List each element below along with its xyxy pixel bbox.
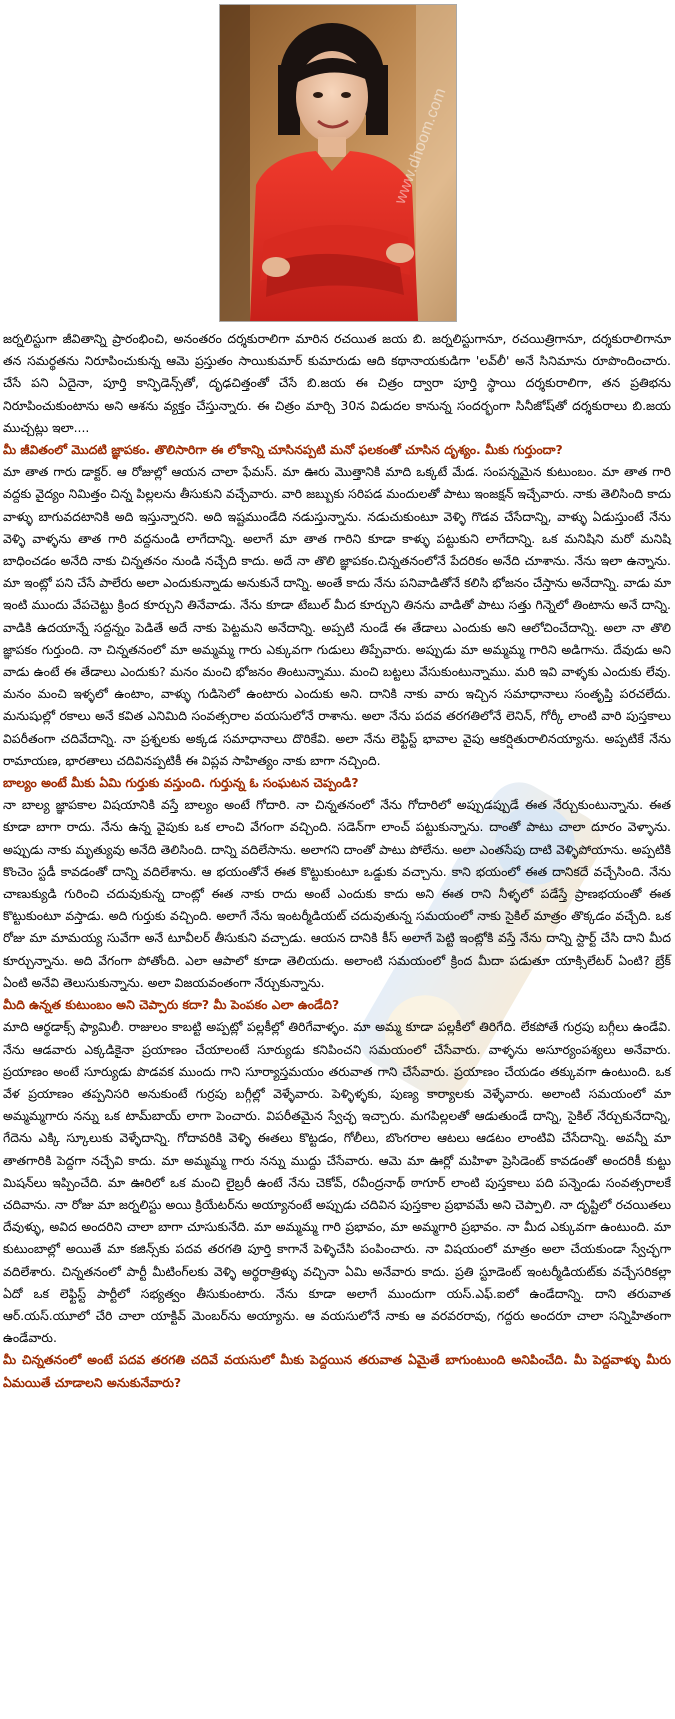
question-4: మీ చిన్నతనంలో అంటే పదవ తరగతి చదివే వయసులో మీకు పెద్దయిన తరువాత ఏమైతే బాగుంటుంది అనిపించేది. మీ పెద్దవాళ్ళు మీరు ఏమయితే చూడాలని అనుకునేవారు? [3,1352,671,1390]
question-1: మీ జీవితంలో మొదటి జ్ఞాపకం. తొలిసారిగా ఈ లోకాన్ని చూసినప్పటి మనో ఫలకంతో చూసిన దృశ్యం. మీకు గుర్తుందా? [3,442,563,458]
intro-paragraph: జర్నలిస్టుగా జీవితాన్ని ప్రారంభించి, అనంతరం దర్శకురాలిగా మారిన రచయిత జయ బి. జర్నలిస్టుగానూ, రచయిత్రిగానూ, దర్శకురాలిగానూ తన సమర్థతను నిరూపించుకున్న ఆమె ప్రస్తుతం సాయికుమార్ కుమారుడు ఆది కథానాయకుడిగా 'లవ్‌లీ' అనే సినిమాను రూపొందించారు. చేసే పని ఏదైనా, పూర్తి కాన్ఫిడెన్స్‌తో, దృఢచిత్తంతో చేసే బి.జయ ఈ చిత్రం ద్వారా పూర్తి స్థాయి దర్శకురాలిగా, తన ప్రతిభను నిరూపించుకుంటాను అని ఆశను వ్యక్తం చేస్తున్నారు. ఈ చిత్రం మార్చి 30న విడుదల కానున్న సందర్భంగా సినీజోష్‌తో దర్శకురాలు బి.జయ ముచ్చట్లు ఇలా.... [3,331,671,435]
answer-2: నా బాల్య జ్ఞాపకాల విషయానికి వస్తే బాల్యం అంటే గోదారి. నా చిన్నతనంలో నేను గోదారిలో అప్పుడప్పుడే ఈత నేర్చుకుంటున్నాను. ఈత కూడా బాగా రాదు. నేను ఉన్న వైపుకు ఒక లాంచి వేగంగా వచ్చింది. సడెన్‌గా లాంచ్ పట్టుకున్నాను. దాంతో పాటు చాలా దూరం వెళ్ళాను. అప్పుడు నాకు మృత్యువు అనేది తెలిసింది. దాన్ని వదిలేసాను. అలాగని దాంతో పాటు పోలేను. అలా ఎంతసేపు దాటి వెళ్ళిపోయాను. అప్పటికి కొంచెం స్టడీ కావడంతో దాన్ని వదిలేశాను. ఆ భయంతోనే ఈత కొట్టుకుంటూ ఒడ్డుకు వచ్చాను. కాని భయంలో ఈత దానికదే వచ్చేసింది. నేను చాణుక్యుడి గురించి చదువుకున్న దాంట్లో ఈత నాకు రాదు అంటే ఎందుకు కాదు అని ఈత రాని నీళ్ళలో పడేస్తే ప్రాణభయంతో ఈత కొట్టుకుంటూ వస్తాడు. అది గుర్తుకు వచ్చింది. అలాగే నేను ఇంటర్మీడియట్ చదువుతున్న సమయంలో నాకు సైకిల్ మాత్రం తొక్కడం వచ్చేది. ఒక రోజు మా మామయ్య సువేగా అనే టూవీలర్ తీసుకుని వచ్చాడు. ఆయన దానికి కీస్ అలాగే పెట్టి ఇంట్లోకి వస్తే నేను దాన్ని స్టార్ట్ చేసి దాని మీద కూర్చున్నాను. అది వేగంగా పోతోంది. ఎలా ఆపాలో కూడా తెలియదు. అలాంటి సమయంలో క్రింద మీదా పడుతూ యాక్సిలేటర్ ఏంటి? బ్రేక్ ఏంటి అనేవి తెలుసుకున్నాను. అలా విజయవంతంగా నేర్చుకున్నాను. [3,797,671,990]
question-3: మీది ఉన్నత కుటుంబం అని చెప్పారు కదా? మీ పెంపకం ఎలా ఉండేది? [3,997,340,1013]
answer-1: మా తాత గారు డాక్టర్. ఆ రోజుల్లో ఆయన చాలా ఫేమస్. మా ఊరు మొత్తానికి మాది ఒక్కటే మేడ. సంపన్నమైన కుటుంబం. మా తాత గారి వద్దకు వైద్యం నిమిత్తం చిన్న పిల్లలను తీసుకుని వచ్చేవారు. వారి జబ్బుకు సరిపడ మందులతో పాటు ఇంజక్షన్ ఇచ్చేవారు. నాకు తెలిసింది కాదు వాళ్ళు బాగువదటానికి అది ఇస్తున్నారని. అది ఇష్టముండేది నడుస్తున్నాను. నడుచుకుంటూ వెళ్ళి గొడవ చేసేదాన్ని, వాళ్ళు ఏడుస్తుంటే నేను వెళ్ళి వాళ్ళను తాత గారి వద్దనుండి లాగేదాన్ని. అలాగే మా తాత గారిని కూడా కాళ్ళు పట్టుకుని లాగేదాన్ని. ఒక మనిషిని మరో మనిషి బాధించడం అనేది నాకు చిన్నతనం నుండి నచ్చేది కాదు. అదే నా తొలి జ్ఞాపకం.చిన్నతనంలోనే పేదరికం అనేది చూశాను. నేను ఇలా ఉన్నాను. మా ఇంట్లో పని చేసే పాలేరు అలా ఎందుకున్నాడు అనుకునే దాన్ని. అంతే కాదు నేను పనివాడితోనే కలిసి భోజనం చేస్తాను అనేదాన్ని. వాడు మా ఇంటి ముందు వేపచెట్టు క్రింద కూర్చుని తినేవాడు. నేను కూడా టేబుల్ మీద కూర్చుని తినను వాడితో పాటు సత్తు గిన్నెలో తింటాను అనే దాన్ని. వాడికి ఉదయాన్నే సద్దన్నం పెడితే అదే నాకు పెట్టమని అనేదాన్ని. అప్పటి నుండే ఈ తేడాలు ఎందుకు అని ఆలోచించేదాన్ని. అలా నా తొలి జ్ఞాపకం గుర్తుంది. నా చిన్నతనంలో మా అమ్మమ్మ గారు ఎక్కువగా గుడులు తిప్పేవారు. అప్పుడు మా అమ్మమ్మ గారిని అడిగాను. దేవుడు అని వాడు ఉంటే ఈ తేడాలు ఎందుకు? మనం మంచి భోజనం తింటున్నాము. మంచి బట్టలు వేసుకుంటున్నాము. మరి ఇవి వాళ్ళకు ఎందుకు లేవు. మనం మంచి ఇళ్ళలో ఉంటాం, వాళ్ళు గుడిసెలో ఉంటారు ఎందుకు అని. దానికి నాకు వారు ఇచ్చిన సమాధానాలు సంతృప్తి పరచలేదు. మనుషుల్లో రకాలు అనే కవిత ఎనిమిది సంవత్సరాల వయసులోనే రాశాను. అలా నేను పదవ తరగతిలోనే లెనిన్, గోర్కీ లాంటి వారి పుస్తకాలు విపరీతంగా చదివేదాన్ని. నా ప్రశ్నలకు అక్కడ సమాధానాలు దొరికేవి. అలా నేను లెఫ్టిస్ట్ భావాల వైపు ఆకర్షితురాలినయ్యాను. అప్పటికే నేను రామాయణ, భారతాలు చదివినప్పటికీ ఈ విప్లవ సాహిత్యం నాకు బాగా నచ్చింది. [3,464,671,768]
author-photo [219,4,457,322]
answer-3: మాది ఆర్థడాక్స్ ఫ్యామిలీ. రాజులం కాబట్టి అప్పట్లో పల్లకీల్లో తిరిగేవాళ్ళం. మా అమ్మ కూడా పల్లకీలో తిరిగేది. లేకపోతే గుర్రపు బగ్గీలు ఉండేవి. నేను ఆడవారు ఎక్కడికైనా ప్రయాణం చేయాలంటే సూర్యుడు కనిపించని సమయంలో చేసేవారు. వాళ్ళను అసూర్యంపశ్యలు అనేవారు. ప్రయాణం అంటే సూర్యుడు పొడవక ముందు గాని సూర్యాస్తమయం తరువాత గాని చేసేవారు. ప్రయాణం చేయడం తక్కువగా ఉంటుంది. ఒక వేళ ప్రయాణం తప్పనిసరి అనుకుంటే గుర్రపు బగ్గీల్లో వెళ్ళేవారు. పెళ్ళిళ్ళకు, పుణ్య కార్యాలకు వెళ్ళేవారు. అలాంటి సమయంలో మా అమ్మమ్మగారు నన్ను ఒక టామ్‌బాయ్ లాగా పెంచారు. విపరీతమైన స్వేచ్ఛ ఇచ్చారు. మగపిల్లలతో ఆడుతుండే దాన్ని, సైకిల్ నేర్చుకునేదాన్ని, గేదెను ఎక్కి స్కూలుకు వెళ్ళేదాన్ని. గోదావరికి వెళ్ళి ఈతలు కొట్టడం, గోలీలు, బొంగరాల ఆటలు ఆడటం లాంటివి చేసేదాన్ని. అవన్నీ మా తాతగారికి పెద్దగా నచ్చేవి కాదు. మా అమ్మమ్మ గారు నన్ను ముద్దు చేసేవారు. ఆమె మా ఊర్లో మహిళా ప్రెసిడెంట్ కావడంతో అందరికీ కుట్టు మిషన్‌లు ఇప్పించేది. మా ఊరిలో ఒక మంచి లైబ్రరీ ఉంటే నేను చెకోవ్, రవీంద్రనాథ్ ఠాగూర్ లాంటి పుస్తకాలు పది పన్నెండు సంవత్సరాలకే చదివాను. నా రోజు మా జర్నలిస్టు అయి క్రియేటర్‌ను అయ్యానంటే అప్పుడు చదివిన పుస్తకాల ప్రభావమే అని చెప్పాలి. నా దృష్టిలో రచయితలు దేవుళ్ళు, అవిద అందరిని చాలా బాగా చూసుకునేది. మా అమ్మమ్మ గారి ప్రభావం, మా అమ్మగారి ప్రభావం. నా మీద ఎక్కువగా ఉంటుంది. మా కుటుంబాల్లో అయితే మా కజిన్స్‌కు పదవ తరగతి పూర్తి కాగానే పెళ్ళిచేసి పంపించారు. నా విషయంలో మాత్రం అలా చేయకుండా స్వేచ్ఛగా వదిలేశారు. చిన్నతనంలో పార్టీ మీటింగ్‌లకు వెళ్ళి అర్థరాత్రిళ్ళు వచ్చినా ఏమి అనేవారు కాదు. ప్రతి స్టూడెంట్ ఇంటర్మీడియట్‌కు వచ్చేసరికల్లా ఏదో ఒక లెఫ్టిస్ట్ పార్టీలో సభ్యత్వం తీసుకుంటారు. నేను కూడా అలాగే ముందుగా యస్.ఎఫ్.ఐలో ఉండేదాన్ని. దాని తరువాత ఆర్.యస్.యూలో చేరి చాలా యాక్టివ్ మెంబర్‌ను అయ్యాను. ఆ వయసులోనే నాకు ఆ వరవరరావు, గద్దరు అందరూ చాలా సన్నిహితంగా ఉండేవారు. [3,1019,671,1346]
photo-watermark: www.dhoom.com [391,86,450,207]
author-portrait-image [220,5,456,321]
question-2: బాల్యం అంటే మీకు ఏమి గుర్తుకు వస్తుంది. గుర్తున్న ఓ సంఘటన చెప్పండి? [3,775,359,791]
article-body [3,328,671,1394]
